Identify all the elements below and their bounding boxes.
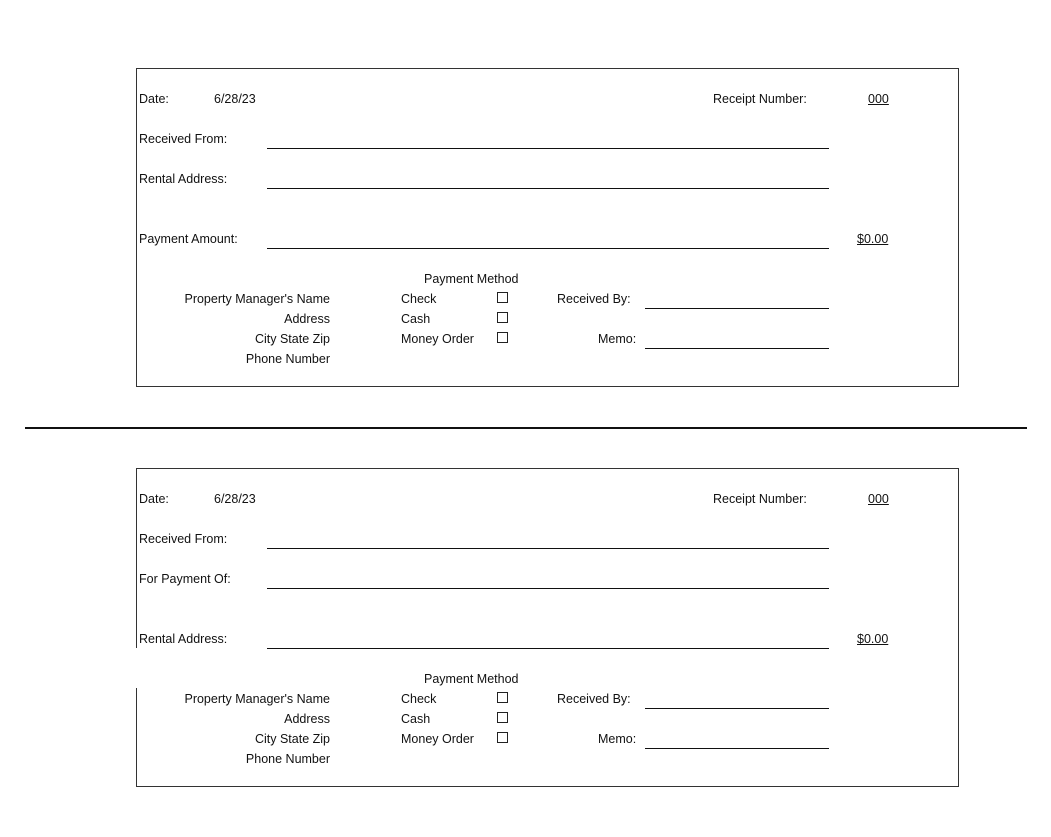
- receipt-top: [136, 68, 959, 387]
- manager-city-state-zip: City State Zip: [254, 332, 330, 346]
- receipt-number-value: 000: [868, 92, 889, 106]
- payment-amount-label: Payment Amount:: [139, 232, 238, 246]
- date-label: Date:: [139, 92, 169, 106]
- cash-checkbox[interactable]: [497, 312, 508, 323]
- memo-label: Memo:: [598, 332, 637, 346]
- money-order-checkbox[interactable]: [497, 332, 508, 343]
- memo-line[interactable]: [645, 348, 829, 349]
- method-check-label: Check: [401, 292, 437, 306]
- receipt-bottom: [136, 468, 959, 787]
- border-gap: [135, 648, 139, 688]
- rental-address-line[interactable]: [267, 648, 829, 649]
- received-by-label: Received By:: [557, 292, 631, 306]
- rental-address-label: Rental Address:: [139, 632, 228, 646]
- check-checkbox[interactable]: [497, 692, 508, 703]
- method-cash-label: Cash: [401, 712, 431, 726]
- memo-label: Memo:: [598, 732, 637, 746]
- manager-city-state-zip: City State Zip: [254, 732, 330, 746]
- manager-name: Property Manager's Name: [184, 292, 330, 306]
- received-by-line[interactable]: [645, 708, 829, 709]
- for-payment-of-label: For Payment Of:: [139, 572, 231, 586]
- method-money-order-label: Money Order: [401, 732, 474, 746]
- date-label: Date:: [139, 492, 169, 506]
- amount-value: $0.00: [857, 632, 889, 646]
- manager-phone: Phone Number: [245, 752, 330, 766]
- payment-method-title: Payment Method: [424, 272, 519, 286]
- rental-address-line[interactable]: [267, 188, 829, 189]
- money-order-checkbox[interactable]: [497, 732, 508, 743]
- amount-value: $0.00: [857, 232, 889, 246]
- receipt-number-label: Receipt Number:: [713, 492, 807, 506]
- memo-line[interactable]: [645, 748, 829, 749]
- manager-name: Property Manager's Name: [184, 692, 330, 706]
- received-from-label: Received From:: [139, 132, 228, 146]
- payment-amount-line[interactable]: [267, 248, 829, 249]
- received-by-label: Received By:: [557, 692, 631, 706]
- manager-address: Address: [284, 312, 330, 326]
- cut-line-divider: [25, 427, 1027, 429]
- payment-method-title: Payment Method: [424, 672, 519, 686]
- manager-address: Address: [284, 712, 330, 726]
- received-from-line[interactable]: [267, 148, 829, 149]
- received-by-line[interactable]: [645, 308, 829, 309]
- received-from-label: Received From:: [139, 532, 228, 546]
- for-payment-of-line[interactable]: [267, 588, 829, 589]
- cash-checkbox[interactable]: [497, 712, 508, 723]
- received-from-line[interactable]: [267, 548, 829, 549]
- date-value: 6/28/23: [214, 492, 256, 506]
- manager-phone: Phone Number: [245, 352, 330, 366]
- check-checkbox[interactable]: [497, 292, 508, 303]
- date-value: 6/28/23: [214, 92, 256, 106]
- receipt-number-value: 000: [868, 492, 889, 506]
- method-money-order-label: Money Order: [401, 332, 474, 346]
- receipt-number-label: Receipt Number:: [713, 92, 807, 106]
- method-cash-label: Cash: [401, 312, 431, 326]
- method-check-label: Check: [401, 692, 437, 706]
- rental-address-label: Rental Address:: [139, 172, 228, 186]
